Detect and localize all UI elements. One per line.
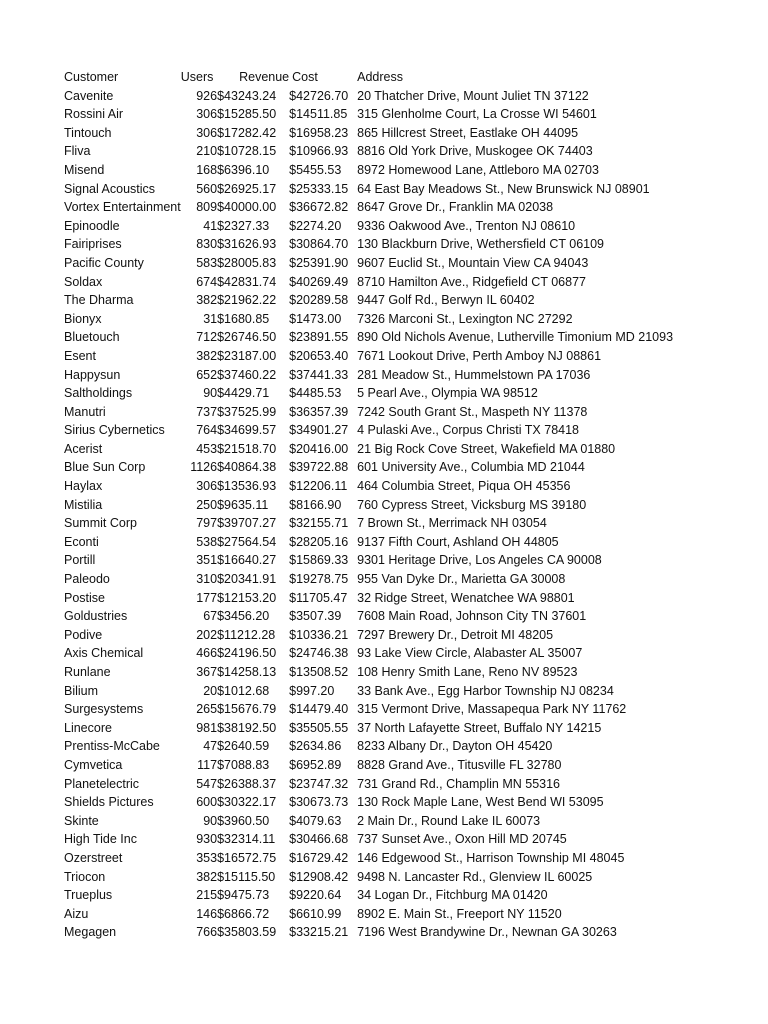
table-row	[64, 737, 768, 756]
cell-users: 652	[196, 367, 218, 382]
cell-customer: Prentiss-McCabe	[64, 739, 160, 754]
cell-users: 351	[196, 553, 218, 568]
cell-customer: Fairiprises	[64, 237, 122, 252]
cell-customer: Axis Chemical	[64, 646, 144, 661]
cell-revenue: $37460.22	[217, 367, 277, 382]
cell-revenue: $37525.99	[217, 404, 277, 419]
cell-customer: Aizu	[64, 906, 89, 921]
cell-revenue: $9475.73	[217, 888, 270, 903]
cell-address: 4 Pulaski Ave., Corpus Christi TX 78418	[357, 423, 579, 438]
cell-customer: Blue Sun Corp	[64, 460, 146, 475]
cell-cost: $10336.21	[289, 627, 349, 642]
cell-address: 8647 Grove Dr., Franklin MA 02038	[357, 200, 554, 215]
cell-revenue: $7088.83	[217, 757, 270, 772]
cell-address: 7326 Marconi St., Lexington NC 27292	[357, 311, 573, 326]
cell-customer: Epinoodle	[64, 218, 120, 233]
cell-users: 117	[197, 757, 218, 772]
table-row	[64, 533, 768, 552]
table-row	[64, 87, 768, 106]
table-row	[64, 514, 768, 533]
table-row	[64, 347, 768, 366]
table-row	[64, 868, 768, 887]
table-row	[64, 849, 768, 868]
table-row	[64, 273, 768, 292]
cell-cost: $2274.20	[289, 218, 342, 233]
cell-address: 7671 Lookout Drive, Perth Amboy NJ 08861	[357, 348, 602, 363]
cell-users: 306	[196, 479, 218, 494]
cell-cost: $2634.86	[289, 739, 342, 754]
table-row	[64, 366, 768, 385]
table-row	[64, 458, 768, 477]
cell-address: 464 Columbia Street, Piqua OH 45356	[357, 479, 571, 494]
table-row	[64, 142, 768, 161]
cell-customer: Planetelectric	[64, 776, 140, 791]
cell-users: 797	[196, 516, 218, 531]
cell-address: 9447 Golf Rd., Berwyn IL 60402	[357, 293, 535, 308]
table-row	[64, 589, 768, 608]
cell-users: 1126	[190, 460, 218, 475]
table-row	[64, 403, 768, 422]
cell-users: 600	[196, 795, 218, 810]
cell-customer: Misend	[64, 162, 105, 177]
cell-revenue: $15115.50	[217, 869, 276, 884]
cell-address: 9336 Oakwood Ave., Trenton NJ 08610	[357, 218, 576, 233]
cell-cost: $33215.21	[289, 925, 349, 940]
cell-users: 353	[196, 850, 218, 865]
cell-users: 215	[196, 888, 218, 903]
cell-customer: Bluetouch	[64, 330, 120, 345]
header-users: Users	[180, 70, 214, 84]
cell-cost: $20416.00	[289, 441, 349, 456]
cell-address: 34 Logan Dr., Fitchburg MA 01420	[357, 888, 548, 903]
cell-cost: $35505.55	[289, 720, 349, 735]
cell-customer: Esent	[64, 348, 96, 363]
cell-users: 453	[196, 441, 218, 456]
header-customer: Customer	[64, 70, 119, 84]
cell-revenue: $35803.59	[217, 925, 277, 940]
cell-customer: Shields Pictures	[64, 795, 154, 810]
table-row	[64, 700, 768, 719]
cell-revenue: $3960.50	[217, 813, 270, 828]
cell-address: 93 Lake View Circle, Alabaster AL 35007	[357, 646, 583, 661]
cell-cost: $36357.39	[289, 404, 349, 419]
cell-cost: $6610.99	[289, 906, 342, 921]
table-row	[64, 719, 768, 738]
cell-revenue: $15676.79	[217, 702, 277, 717]
cell-customer: Summit Corp	[64, 516, 137, 531]
cell-address: 20 Thatcher Drive, Mount Juliet TN 37122	[357, 88, 589, 103]
cell-address: 130 Blackburn Drive, Wethersfield CT 06109	[357, 237, 605, 252]
cell-revenue: $28005.83	[217, 255, 277, 270]
cell-revenue: $38192.50	[217, 720, 277, 735]
cell-revenue: $2327.33	[217, 218, 270, 233]
cell-users: 177	[196, 590, 218, 605]
cell-revenue: $40000.00	[217, 200, 277, 215]
cell-address: 8902 E. Main St., Freeport NY 11520	[357, 906, 562, 921]
cell-cost: $3507.39	[289, 609, 342, 624]
table-row	[64, 105, 768, 124]
cell-users: 930	[196, 832, 218, 847]
cell-customer: Cavenite	[64, 88, 114, 103]
cell-address: 760 Cypress Street, Vicksburg MS 39180	[357, 497, 587, 512]
cell-cost: $5455.53	[289, 162, 342, 177]
cell-customer: High Tide Inc	[64, 832, 137, 847]
table-row	[64, 812, 768, 831]
cell-revenue: $16572.75	[217, 850, 277, 865]
cell-customer: Saltholdings	[64, 386, 133, 401]
cell-cost: $15869.33	[289, 553, 349, 568]
cell-users: 265	[196, 702, 218, 717]
cell-revenue: $6866.72	[217, 906, 270, 921]
table-body	[64, 87, 768, 942]
cell-cost: $16729.42	[289, 850, 349, 865]
cell-address: 64 East Bay Meadows St., New Brunswick NJ 08901	[357, 181, 650, 196]
cell-revenue: $1680.85	[217, 311, 270, 326]
cell-customer: Tintouch	[64, 125, 112, 140]
cell-users: 766	[196, 925, 218, 940]
cell-customer: Skinte	[64, 813, 99, 828]
cell-users: 31	[203, 311, 218, 326]
cell-users: 926	[196, 88, 218, 103]
cell-customer: Fliva	[64, 144, 91, 159]
cell-customer: Acerist	[64, 441, 103, 456]
table-row	[64, 644, 768, 663]
cell-users: 382	[196, 348, 218, 363]
cell-revenue: $9635.11	[217, 497, 269, 512]
table-row	[64, 775, 768, 794]
cell-revenue: $42831.74	[217, 274, 277, 289]
cell-cost: $12206.11	[289, 479, 348, 494]
cell-revenue: $14258.13	[217, 665, 277, 679]
cell-cost: $11705.47	[289, 590, 348, 605]
cell-address: 7297 Brewery Dr., Detroit MI 48205	[357, 627, 554, 642]
customer-spreadsheet	[64, 68, 768, 942]
cell-cost: $9220.64	[289, 888, 342, 903]
cell-customer: Trueplus	[64, 888, 113, 903]
cell-cost: $19278.75	[289, 572, 349, 587]
table-row	[64, 663, 768, 682]
table-row	[64, 793, 768, 812]
cell-address: 7608 Main Road, Johnson City TN 37601	[357, 609, 587, 624]
cell-cost: $1473.00	[289, 311, 342, 326]
cell-address: 7196 West Brandywine Dr., Newnan GA 30263	[357, 925, 617, 940]
cell-cost: $14511.85	[289, 107, 348, 122]
cell-address: 8816 Old York Drive, Muskogee OK 74403	[357, 144, 593, 159]
cell-cost: $13508.52	[289, 665, 349, 679]
cell-address: 7 Brown St., Merrimack NH 03054	[357, 516, 547, 531]
cell-customer: Cymvetica	[64, 757, 123, 772]
cell-users: 47	[203, 739, 218, 754]
cell-cost: $24746.38	[289, 646, 349, 661]
cell-address: 731 Grand Rd., Champlin MN 55316	[357, 776, 561, 791]
cell-cost: $25391.90	[289, 255, 349, 270]
table-row	[64, 198, 768, 217]
cell-address: 33 Bank Ave., Egg Harbor Township NJ 08234	[357, 683, 614, 698]
cell-cost: $40269.49	[289, 274, 349, 289]
cell-address: 32 Ridge Street, Wenatchee WA 98801	[357, 590, 575, 605]
cell-address: 281 Meadow St., Hummelstown PA 17036	[357, 367, 591, 382]
cell-users: 560	[196, 181, 218, 196]
cell-customer: The Dharma	[64, 293, 134, 308]
cell-revenue: $23187.00	[217, 348, 277, 363]
cell-users: 168	[196, 162, 218, 177]
table-row	[64, 217, 768, 236]
cell-cost: $20653.40	[289, 348, 349, 363]
cell-address: 146 Edgewood St., Harrison Township MI 48045	[357, 850, 625, 865]
cell-cost: $28205.16	[289, 534, 349, 549]
cell-users: 90	[203, 386, 218, 401]
cell-revenue: $20341.91	[217, 572, 277, 587]
cell-users: 466	[196, 646, 218, 661]
cell-customer: Mistilia	[64, 497, 103, 512]
cell-revenue: $30322.17	[217, 795, 277, 810]
table-row	[64, 254, 768, 273]
cell-customer: Postise	[64, 590, 105, 605]
cell-cost: $42726.70	[289, 88, 349, 103]
cell-cost: $4079.63	[289, 813, 342, 828]
cell-address: 37 North Lafayette Street, Buffalo NY 14215	[357, 720, 602, 735]
cell-address: 601 University Ave., Columbia MD 21044	[357, 460, 585, 475]
cell-customer: Runlane	[64, 665, 111, 679]
cell-cost: $32155.71	[289, 516, 349, 531]
cell-revenue: $26388.37	[217, 776, 277, 791]
cell-customer: Soldax	[64, 274, 103, 289]
cell-address: 9137 Fifth Court, Ashland OH 44805	[357, 534, 559, 549]
cell-users: 210	[196, 144, 218, 159]
cell-customer: Pacific County	[64, 255, 144, 270]
cell-revenue: $11212.28	[217, 627, 276, 642]
cell-users: 382	[196, 869, 218, 884]
cell-cost: $10966.93	[289, 144, 349, 159]
cell-users: 67	[203, 609, 218, 624]
table-row	[64, 830, 768, 849]
cell-cost: $14479.40	[289, 702, 349, 717]
cell-address: 8972 Homewood Lane, Attleboro MA 02703	[357, 162, 599, 177]
cell-revenue: $32314.11	[217, 832, 276, 847]
cell-address: 890 Old Nichols Avenue, Lutherville Timonium MD 21093	[357, 330, 674, 345]
cell-customer: Surgesystems	[64, 702, 144, 717]
cell-cost: $23747.32	[289, 776, 349, 791]
table-row	[64, 905, 768, 924]
cell-address: 315 Vermont Drive, Massapequa Park NY 11762	[357, 702, 627, 717]
cell-revenue: $31626.93	[217, 237, 277, 252]
cell-customer: Sirius Cybernetics	[64, 423, 165, 438]
cell-users: 367	[196, 665, 218, 679]
cell-customer: Econti	[64, 534, 99, 549]
cell-address: 5 Pearl Ave., Olympia WA 98512	[357, 386, 538, 401]
cell-cost: $16958.23	[289, 125, 349, 140]
cell-users: 41	[203, 218, 218, 233]
cell-customer: Vortex Entertainment	[64, 200, 181, 215]
cell-revenue: $16640.27	[217, 553, 277, 568]
table-row	[64, 384, 768, 403]
cell-cost: $6952.89	[289, 757, 342, 772]
cell-revenue: $13536.93	[217, 479, 277, 494]
cell-revenue: $21962.22	[217, 293, 277, 308]
cell-revenue: $34699.57	[217, 423, 277, 438]
cell-revenue: $6396.10	[217, 162, 270, 177]
table-row	[64, 310, 768, 329]
cell-cost: $997.20	[289, 683, 335, 698]
header-row	[64, 68, 768, 87]
cell-users: 547	[196, 776, 218, 791]
table-row	[64, 626, 768, 645]
cell-customer: Signal Acoustics	[64, 181, 156, 196]
cell-users: 830	[196, 237, 218, 252]
table-row	[64, 551, 768, 570]
cell-customer: Portill	[64, 553, 96, 568]
cell-cost: $30673.73	[289, 795, 349, 810]
cell-users: 981	[196, 720, 218, 735]
cell-users: 20	[203, 683, 218, 698]
header-revenue: Revenue	[239, 70, 290, 84]
cell-customer: Paleodo	[64, 572, 110, 587]
table-row	[64, 886, 768, 905]
cell-address: 21 Big Rock Cove Street, Wakefield MA 01880	[357, 441, 616, 456]
table-row	[64, 180, 768, 199]
cell-address: 9498 N. Lancaster Rd., Glenview IL 60025	[357, 869, 593, 884]
table-row	[64, 682, 768, 701]
table-row	[64, 124, 768, 143]
cell-revenue: $39707.27	[217, 516, 277, 531]
cell-users: 202	[196, 627, 218, 642]
cell-cost: $30466.68	[289, 832, 349, 847]
cell-revenue: $17282.42	[217, 125, 277, 140]
cell-revenue: $24196.50	[217, 646, 277, 661]
table-row	[64, 421, 768, 440]
cell-users: 382	[196, 293, 218, 308]
cell-cost: $23891.55	[289, 330, 349, 345]
cell-customer: Goldustries	[64, 609, 128, 624]
cell-address: 108 Henry Smith Lane, Reno NV 89523	[357, 665, 578, 679]
cell-address: 8710 Hamilton Ave., Ridgefield CT 06877	[357, 274, 586, 289]
cell-customer: Ozerstreet	[64, 850, 123, 865]
cell-revenue: $15285.50	[217, 107, 277, 122]
cell-revenue: $40864.38	[217, 460, 277, 475]
cell-cost: $25333.15	[289, 181, 349, 196]
cell-users: 306	[196, 107, 218, 122]
cell-address: 130 Rock Maple Lane, West Bend WI 53095	[357, 795, 604, 810]
cell-users: 674	[196, 274, 218, 289]
cell-users: 764	[196, 423, 218, 438]
cell-users: 310	[196, 572, 218, 587]
cell-cost: $39722.88	[289, 460, 349, 475]
cell-customer: Triocon	[64, 869, 106, 884]
cell-revenue: $26925.17	[217, 181, 277, 196]
table-row	[64, 923, 768, 942]
table-row	[64, 440, 768, 459]
cell-users: 583	[196, 255, 218, 270]
table-row	[64, 570, 768, 589]
customer-table	[64, 68, 768, 942]
cell-revenue: $4429.71	[217, 386, 270, 401]
cell-customer: Podive	[64, 627, 103, 642]
cell-customer: Bionyx	[64, 311, 102, 326]
cell-customer: Rossini Air	[64, 107, 124, 122]
cell-cost: $4485.53	[289, 386, 342, 401]
cell-cost: $30864.70	[289, 237, 349, 252]
cell-customer: Bilium	[64, 683, 99, 698]
cell-users: 809	[196, 200, 218, 215]
cell-address: 7242 South Grant St., Maspeth NY 11378	[357, 404, 588, 419]
cell-customer: Linecore	[64, 720, 112, 735]
table-row	[64, 291, 768, 310]
cell-cost: $37441.33	[289, 367, 349, 382]
cell-address: 737 Sunset Ave., Oxon Hill MD 20745	[357, 832, 567, 847]
cell-users: 90	[203, 813, 218, 828]
cell-address: 8233 Albany Dr., Dayton OH 45420	[357, 739, 553, 754]
table-row	[64, 756, 768, 775]
cell-address: 2 Main Dr., Round Lake IL 60073	[357, 813, 541, 828]
cell-revenue: $21518.70	[217, 441, 277, 456]
table-row	[64, 607, 768, 626]
table-row	[64, 477, 768, 496]
cell-cost: $34901.27	[289, 423, 349, 438]
cell-customer: Manutri	[64, 404, 106, 419]
cell-revenue: $10728.15	[217, 144, 277, 159]
cell-users: 538	[196, 534, 218, 549]
cell-address: 8828 Grand Ave., Titusville FL 32780	[357, 757, 562, 772]
cell-users: 250	[196, 497, 218, 512]
table-row	[64, 161, 768, 180]
cell-address: 9607 Euclid St., Mountain View CA 94043	[357, 255, 589, 270]
cell-revenue: $27564.54	[217, 534, 277, 549]
cell-customer: Happysun	[64, 367, 121, 382]
table-row	[64, 496, 768, 515]
cell-revenue: $2640.59	[217, 739, 270, 754]
cell-users: 712	[196, 330, 218, 345]
cell-cost: $36672.82	[289, 200, 349, 215]
header-cost: Cost	[292, 70, 318, 84]
cell-address: 9301 Heritage Drive, Los Angeles CA 90008	[357, 553, 602, 568]
cell-revenue: $12153.20	[217, 590, 277, 605]
cell-cost: $8166.90	[289, 497, 342, 512]
cell-address: 315 Glenholme Court, La Crosse WI 54601	[357, 107, 597, 122]
cell-users: 306	[196, 125, 218, 140]
cell-revenue: $43243.24	[217, 88, 277, 103]
cell-cost: $12908.42	[289, 869, 349, 884]
header-address: Address	[357, 70, 403, 84]
cell-customer: Haylax	[64, 479, 103, 494]
cell-cost: $20289.58	[289, 293, 349, 308]
cell-address: 955 Van Dyke Dr., Marietta GA 30008	[357, 572, 566, 587]
cell-address: 865 Hillcrest Street, Eastlake OH 44095	[357, 125, 579, 140]
cell-users: 146	[196, 906, 218, 921]
cell-revenue: $26746.50	[217, 330, 277, 345]
cell-revenue: $3456.20	[217, 609, 270, 624]
cell-revenue: $1012.68	[217, 683, 270, 698]
cell-users: 737	[196, 404, 218, 419]
table-row	[64, 328, 768, 347]
cell-customer: Megagen	[64, 925, 117, 940]
table-row	[64, 235, 768, 254]
